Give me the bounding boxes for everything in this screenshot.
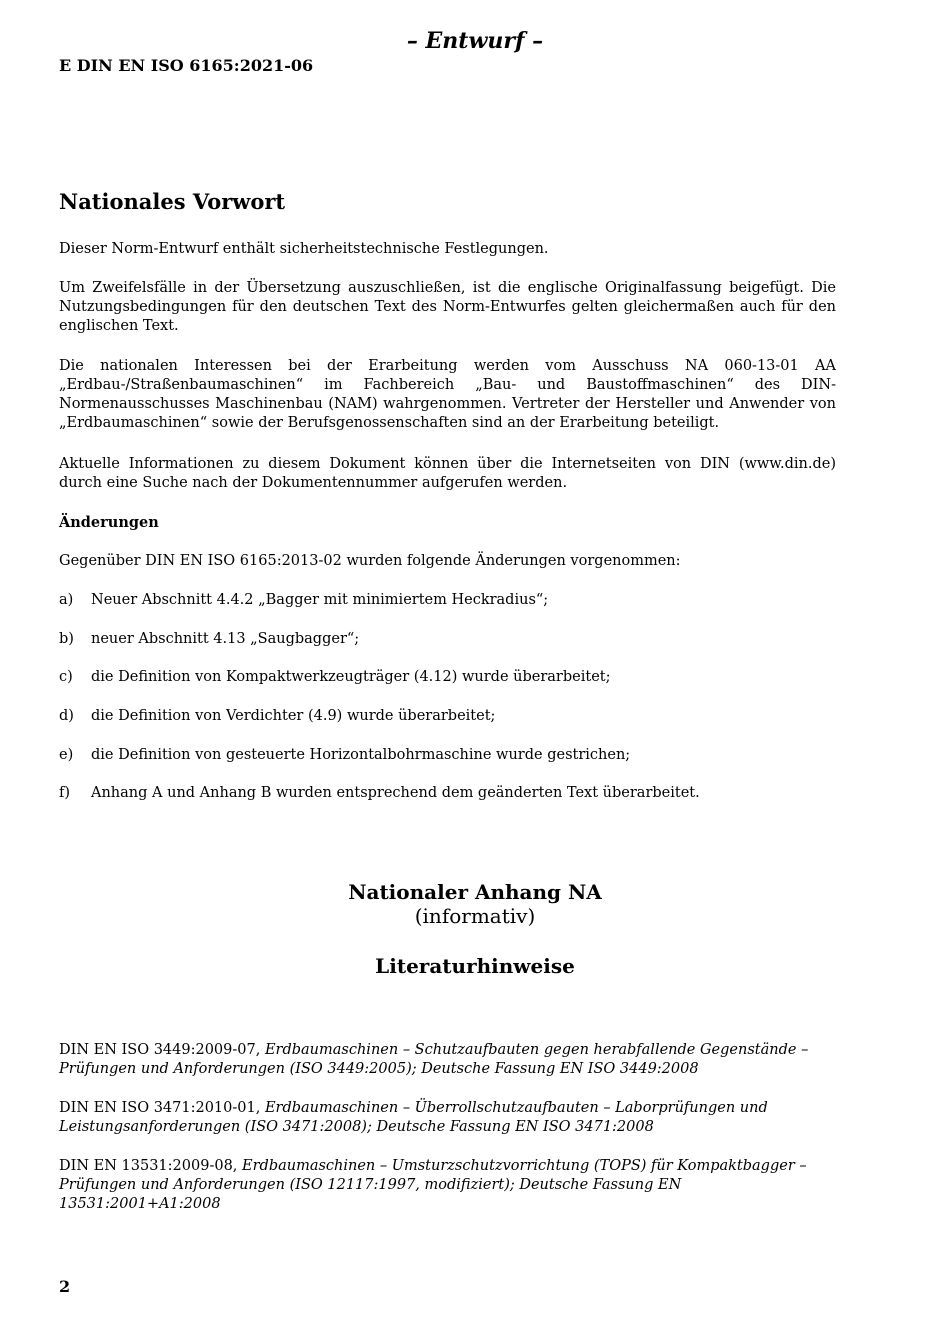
list-item [59, 707, 836, 726]
list-item-text: die Definition von Verdichter (4.9) wurde überarbeitet; [91, 708, 496, 724]
foreword-paragraph-1: Dieser Norm-Entwurf enthält sicherheitstechnische Festlegungen. [59, 241, 549, 257]
list-item [59, 784, 836, 803]
list-item-text: die Definition von gesteuerte Horizontalbohrmaschine wurde gestrichen; [91, 747, 631, 763]
list-item-label: b) [59, 631, 74, 647]
list-item [59, 630, 836, 649]
foreword-paragraph-2: Um Zweifelsfälle in der Übersetzung auszuschließen, ist die englische Originalfassung beigefügt. Die Nutzungsbedingungen für den deutschen Text des Norm-Entwurfes gelten gleichermaßen auch für den englischen Text. [59, 280, 836, 334]
foreword-paragraph-3: Die nationalen Interessen bei der Erarbeitung werden vom Ausschuss NA 060-13-01 AA „Erdbau-/Straßenbaumaschinen“ im Fachbereich „Bau- und Baustoffmaschinen“ des DIN-Normenausschusses Maschinenbau (NAM) wahrgenommen. Vertreter der Hersteller und Anwender von „Erdbaumaschinen“ sowie der Berufsgenossenschaften sind an der Erarbeitung beteiligt. [59, 358, 836, 431]
changes-intro: Gegenüber DIN EN ISO 6165:2013-02 wurden folgende Änderungen vorgenommen: [59, 553, 681, 569]
bibliography-entry [59, 1041, 836, 1079]
bibliography-entry-title: Erdbaumaschinen – Umsturzschutzvorrichtung (TOPS) für Kompaktbagger – Prüfungen und Anforderungen (ISO 12117:1997, modifiziert); Deutsche Fassung EN 13531:2001+A1:2008 [59, 1158, 807, 1212]
bibliography-entry-id: DIN EN 13531:2009-08, [59, 1158, 238, 1174]
changes-heading: Änderungen [59, 514, 159, 531]
annex-subtitle: (informativ) [414, 904, 536, 928]
list-item-label: e) [59, 747, 74, 763]
foreword-heading: Nationales Vorwort [59, 189, 286, 214]
bibliography-entry-title: Erdbaumaschinen – Überrollschutzaufbauten – Laborprüfungen und Leistungsanforderungen (ISO 3471:2008); Deutsche Fassung EN ISO 3471:2008 [59, 1100, 768, 1135]
list-item-text: die Definition von Kompaktwerkzeugträger (4.12) wurde überarbeitet; [91, 669, 611, 685]
bibliography-entry-id: DIN EN ISO 3471:2010-01, [59, 1100, 261, 1116]
bibliography-heading: Literaturhinweise [375, 954, 575, 978]
list-item-text: neuer Abschnitt 4.13 „Saugbagger“; [91, 631, 360, 647]
list-item [59, 668, 836, 687]
foreword-paragraph-4: Aktuelle Informationen zu diesem Dokument können über die Internetseiten von DIN (www.din.de) durch eine Suche nach der Dokumentennummer aufgerufen werden. [59, 456, 836, 491]
list-item-label: d) [59, 708, 74, 724]
page-number: 2 [59, 1277, 71, 1296]
list-item [59, 746, 836, 765]
list-item-label: f) [59, 785, 71, 801]
document-id: E DIN EN ISO 6165:2021-06 [59, 56, 314, 75]
bibliography-entry-title: Erdbaumaschinen – Schutzaufbauten gegen herabfallende Gegenstände – Prüfungen und Anforderungen (ISO 3449:2005); Deutsche Fassung EN ISO 3449:2008 [59, 1042, 809, 1077]
bibliography-entry [59, 1157, 836, 1214]
list-item-label: a) [59, 592, 74, 608]
list-item-label: c) [59, 669, 73, 685]
list-item-text: Neuer Abschnitt 4.4.2 „Bagger mit minimiertem Heckradius“; [91, 592, 549, 608]
list-item [59, 591, 836, 610]
draft-label: – Entwurf – [406, 28, 544, 54]
annex-title: Nationaler Anhang NA [348, 880, 602, 904]
bibliography-entry [59, 1099, 836, 1137]
bibliography-entry-id: DIN EN ISO 3449:2009-07, [59, 1042, 261, 1058]
list-item-text: Anhang A und Anhang B wurden entsprechend dem geänderten Text überarbeitet. [91, 785, 700, 801]
